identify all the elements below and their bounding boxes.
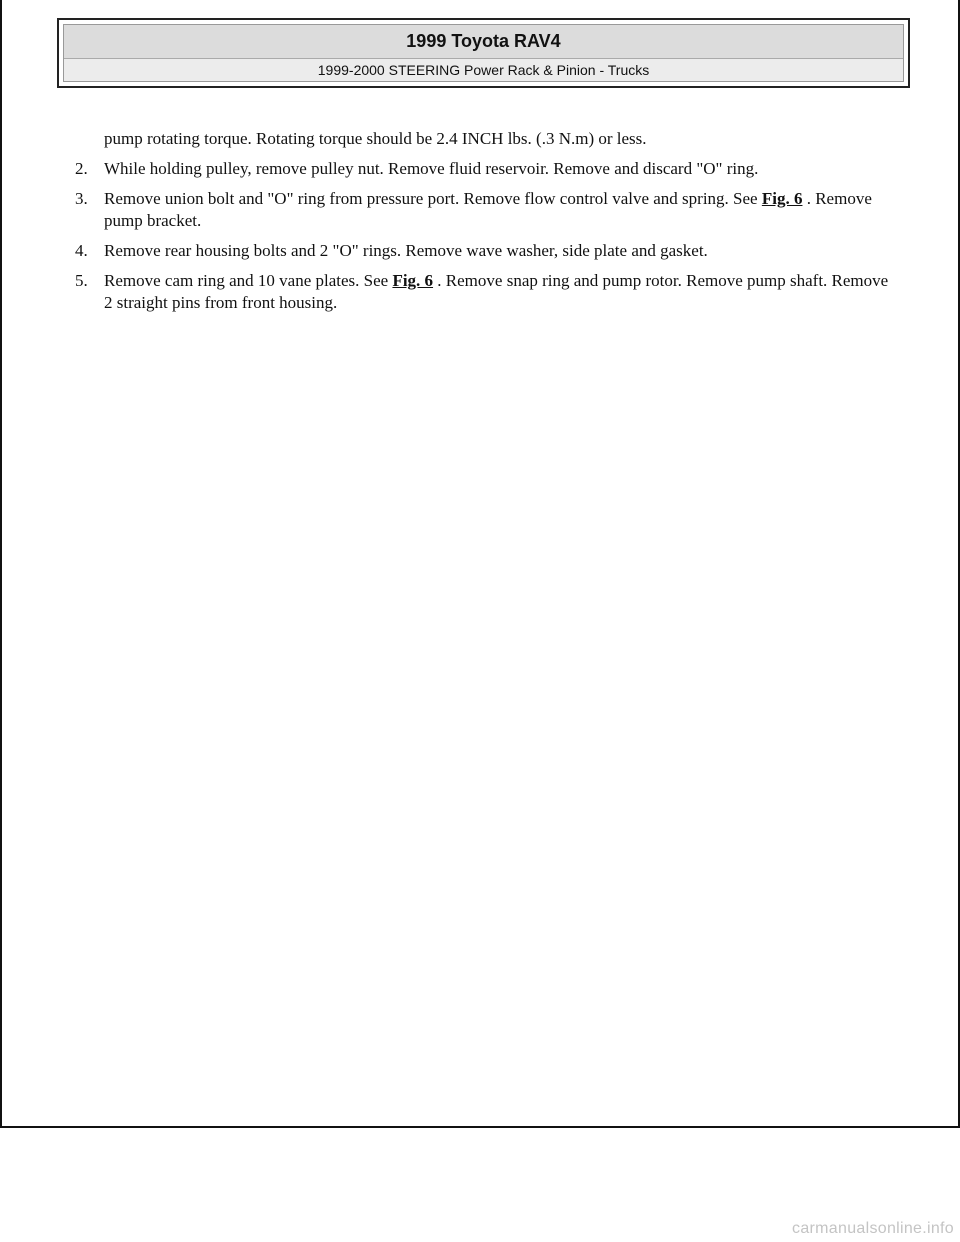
step-number: 3. [75,189,88,208]
step-4 [75,240,895,262]
site-watermark: carmanualsonline.info [792,1220,954,1237]
step-3 [75,188,895,232]
procedure-content [75,128,895,322]
step-text-after: . Remove snap ring and pump rotor. Remove pump shaft. Remove 2 straight pins from front housing. [104,271,889,312]
step-number: 4. [75,241,88,260]
fig-6-link[interactable]: Fig. 6 [761,189,803,208]
step-text: While holding pulley, remove pulley nut. Remove fluid reservoir. Remove and discard "O" ring. [104,159,759,178]
continuation-text: pump rotating torque. Rotating torque should be 2.4 INCH lbs. (.3 N.m) or less. [104,129,647,148]
header-inner [63,24,904,82]
step-text-before: Remove cam ring and 10 vane plates. See [104,271,393,290]
step-text [104,188,895,232]
step-text-after: . Remove pump bracket. [104,189,872,230]
step-number: 2. [75,159,88,178]
header-subtitle: 1999-2000 STEERING Power Rack & Pinion - Trucks [64,59,903,81]
step-5 [75,270,895,314]
step-text: Remove rear housing bolts and 2 "O" rings. Remove wave washer, side plate and gasket. [104,241,708,260]
step-text-before: Remove union bolt and "O" ring from pressure port. Remove flow control valve and spring. See [104,189,762,208]
fig-6-link[interactable]: Fig. 6 [392,271,434,290]
step-text [104,270,895,314]
header-title: 1999 Toyota RAV4 [64,25,903,59]
document-header [57,18,910,88]
step-2 [75,158,895,180]
step-number: 5. [75,271,88,290]
